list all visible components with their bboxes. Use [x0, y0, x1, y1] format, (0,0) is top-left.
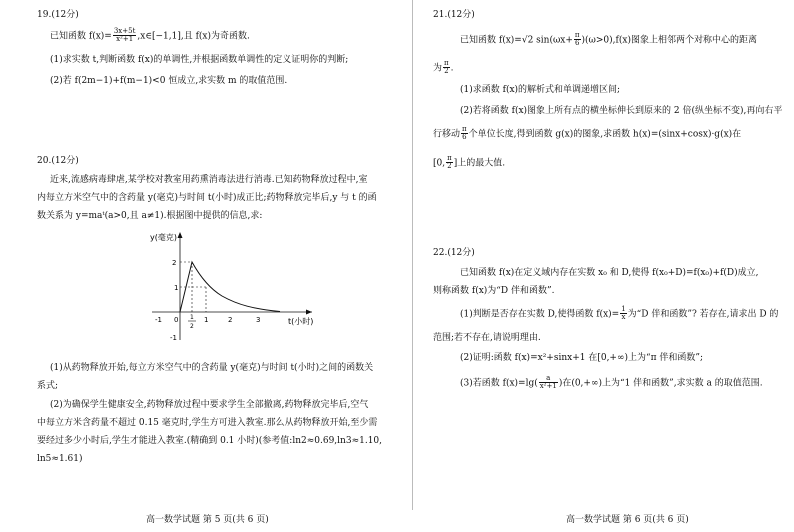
q22-line2: 则称函数 f(x)为“D 伴和函数”. — [433, 286, 555, 296]
footer-page5: 高一数学试题 第 5 页(共 6 页) — [146, 515, 269, 525]
q21-heading: 21.(12分) — [433, 10, 475, 20]
q21-line6-a: [0, — [433, 158, 446, 169]
tick-y-1: 1 — [174, 284, 179, 292]
page-6 — [420, 0, 794, 532]
tick-x-neg1: -1 — [155, 316, 162, 324]
q20-part2-a: (2)为确保学生健康安全,药物释放过程中要求学生全部撤离,药物释放完毕后,空气 — [50, 400, 369, 410]
q21-part2-cont — [433, 126, 741, 142]
q21-line5-b: 个单位长度,得到函数 g(x)的图象,求函数 h(x)=(sinx+cosx)·g(x)在 — [468, 129, 742, 140]
q22-frac1-num: 1 — [621, 305, 626, 313]
q21-frac2-den: 2 — [444, 67, 449, 76]
q21-frac3 — [461, 126, 468, 142]
q20-part2-d: ln5≈1.61) — [37, 454, 83, 464]
q21-line1 — [460, 32, 757, 48]
tick-half-num: 1 — [190, 314, 194, 321]
q20-line1: 近来,流感病毒肆虐,某学校对教室用药熏消毒法进行消毒.已知药物释放过程中,室 — [50, 175, 368, 185]
q22-frac2 — [539, 375, 558, 391]
q21-frac3-num: π — [462, 125, 467, 133]
q19-frac-num: 3x+5t — [113, 27, 136, 35]
tick-x-3: 3 — [256, 316, 261, 324]
q22-line6-a: (3)若函数 f(x)=lg( — [460, 378, 538, 389]
q20-part2-b: 中每立方米含药量不超过 0.15 毫克时,学生方可进入教室.那么从药物释放开始,至少需 — [37, 418, 378, 428]
q22-part3 — [460, 375, 763, 391]
q21-frac4-num: π — [447, 154, 452, 162]
q21-line1-b: )(ω>0),f(x)图象上相邻两个对称中心的距离 — [581, 35, 757, 46]
tick-y-2: 2 — [172, 259, 177, 267]
q21-frac1 — [574, 32, 581, 48]
tick-x-1: 1 — [204, 316, 209, 324]
curve — [180, 262, 280, 312]
q19-frac-den: x²+1 — [116, 35, 134, 44]
tick-half-den: 2 — [190, 323, 194, 330]
footer-page6: 高一数学试题 第 6 页(共 6 页) — [566, 515, 689, 525]
q21-line2-b: . — [450, 63, 454, 74]
q21-frac4 — [446, 155, 453, 171]
q22-frac2-num: a — [539, 375, 558, 383]
page-divider — [412, 0, 413, 510]
q22-line3-a: (1)判断是否存在实数 D,使得函数 f(x)= — [460, 309, 620, 320]
q21-line6-b: ]上的最大值. — [453, 158, 506, 169]
q19-line1 — [50, 28, 250, 44]
q19-line1-b: ,x∈[−1,1],且 f(x)为奇函数. — [137, 31, 250, 42]
q22-part1 — [460, 306, 778, 322]
q20-part2-c: 要经过多少小时后,学生才能进入教室.(精确到 0.1 小时)(参考值:ln2≈0.69,ln3≈1.10, — [37, 436, 383, 446]
q20-part1-cont: 系式; — [37, 381, 59, 391]
tick-x-2: 2 — [228, 316, 233, 324]
q19-heading: 19.(12分) — [37, 10, 79, 20]
q22-frac2-den: x²+1 — [539, 382, 557, 391]
y-axis-arrow — [178, 232, 183, 238]
q21-part2-end — [433, 155, 505, 171]
q22-line1: 已知函数 f(x)在定义域内存在实数 x₀ 和 D,使得 f(x₀+D)=f(x₀)+f(D)成立, — [460, 268, 759, 278]
q20-line3: 数关系为 y=maᵗ(a>0,且 a≠1).根据图中提供的信息,求: — [37, 211, 263, 221]
q22-part2: (2)证明:函数 f(x)=x²+sinx+1 在[0,+∞)上为“π 伴和函数”; — [460, 353, 703, 363]
q22-heading: 22.(12分) — [433, 248, 475, 258]
q21-frac1-num: π — [574, 31, 580, 39]
q21-line5-a: 行移动 — [433, 129, 461, 140]
x-axis-arrow — [306, 310, 312, 315]
q22-frac1-den: x — [621, 313, 626, 322]
q22-part1-cont: 范围;若不存在,请说明理由. — [433, 333, 541, 343]
q22-frac1 — [620, 306, 626, 322]
tick-x-0: 0 — [174, 316, 179, 324]
q21-line2-a: 为 — [433, 63, 443, 74]
q20-part1: (1)从药物释放开始,每立方米空气中的含药量 y(毫克)与时间 t(小时)之间的函数关 — [50, 363, 374, 373]
q19-part1: (1)求实数 t,判断函数 f(x)的单调性,并根据函数单调性的定义证明你的判断; — [50, 55, 349, 65]
q21-frac3-den: 6 — [462, 133, 467, 142]
q21-line2 — [433, 60, 454, 76]
q21-line1-a: 已知函数 f(x)=√2 sin(ωx+ — [460, 35, 573, 46]
q20-line2: 内每立方米空气中的含药量 y(毫克)与时间 t(小时)成正比;药物释放完毕后,y 与 t 的函 — [37, 193, 377, 203]
q20-heading: 20.(12分) — [37, 156, 79, 166]
q19-line1-a: 已知函数 f(x)= — [50, 31, 112, 42]
q20-graph — [140, 228, 320, 344]
q19-fraction — [113, 28, 137, 44]
q22-line6-b: )在(0,+∞)上为“1 伴和函数”,求实数 a 的取值范围. — [558, 378, 763, 389]
q21-frac4-den: 2 — [447, 162, 452, 171]
q21-part1: (1)求函数 f(x)的解析式和单调递增区间; — [460, 85, 621, 95]
q21-part2: (2)若将函数 f(x)图象上所有点的横坐标伸长到原来的 2 倍(纵坐标不变),再向右平 — [460, 106, 783, 116]
q21-frac2 — [443, 60, 450, 76]
graph-xlabel: t(小时) — [288, 317, 314, 326]
q19-part2: (2)若 f(2m−1)+f(m−1)<0 恒成立,求实数 m 的取值范围. — [50, 76, 288, 86]
q21-frac1-den: 6 — [574, 39, 580, 48]
q21-frac2-num: π — [444, 59, 449, 67]
graph-ylabel: y(毫克) — [150, 233, 177, 242]
q22-line3-b: 为“D 伴和函数”? 若存在,请求出 D 的 — [627, 309, 779, 320]
tick-y-neg1: -1 — [170, 334, 177, 342]
